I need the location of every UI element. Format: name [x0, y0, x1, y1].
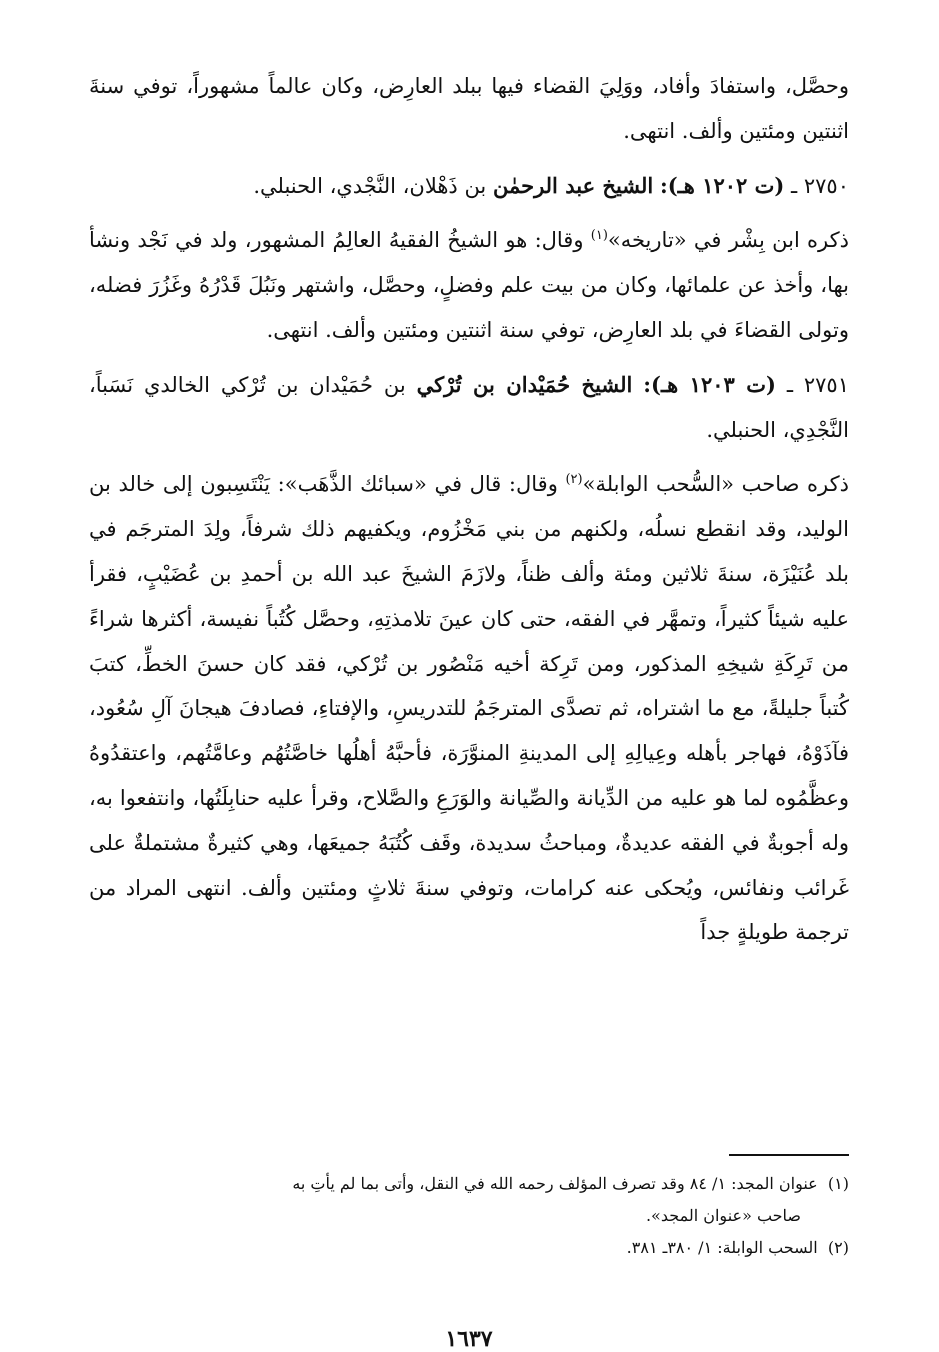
entry-number: ٢٧٥١ ـ [786, 372, 849, 397]
entry-date: (ت ١٢٠٣ هـ): [643, 371, 776, 397]
entry-number: ٢٧٥٠ ـ [791, 173, 849, 198]
footnote-2 [89, 1232, 849, 1264]
intro-text: وحصَّل، واستفادَ وأفاد، ووَلِيَ القضاء فيها ببلد العارِض، وكان عالماً مشهوراً، توفي سنةَ اثنتين ومئتين وألف. انتهى. [89, 74, 849, 143]
book-page [89, 64, 850, 1352]
entry-body-rest: وقال: هو الشيخُ الفقيهُ العالِمُ المشهور، ولد في نَجْد ونشأ بها، وأخذ عن علمائها، وكان من بيت علم وفضلٍ، وحصَّل، واشتهر ونَبُلَ قَدْرُهُ وغَزُرَ فضله، وتولى القضاءَ في بلد العارِض، توفي سنة اثنتين ومئتين وألف. انتهى. [89, 228, 849, 342]
entry-name: الشيخ عبد الرحمٰن [492, 172, 654, 198]
entry-name: الشيخ حُمَيْدان بن تُرْكي [416, 371, 633, 397]
intro-paragraph [89, 64, 849, 154]
footnote-marker: (١) [827, 1174, 849, 1193]
entry-heading-2751 [89, 363, 849, 453]
footnote-divider [729, 1154, 849, 1156]
entry-name-rest: بن حُمَيْدان بن تُرْكي الخالدي نَسَباً، النَّجْدِي، الحنبلي. [89, 372, 849, 442]
entry-body-2751 [89, 462, 849, 955]
footnote-text: عنوان المجد: ١/ ٨٤ وقد تصرف المؤلف رحمه الله في النقل، وأتى بما لم يأتِ به [292, 1174, 818, 1193]
footnote-text-continuation: صاحب «عنوان المجد». [645, 1206, 801, 1225]
footnote-ref-2[interactable]: (٢) [565, 472, 583, 488]
page-number: ١٦٣٧ [445, 1326, 493, 1352]
footnote-ref-1[interactable]: (١) [590, 228, 608, 244]
entry-body-start: ذكره ابن بِشْر في «تاريخه» [607, 228, 849, 253]
footnote-1-continuation [89, 1200, 849, 1232]
main-text [89, 64, 849, 955]
entry-name-rest: بن ذَهْلان، النَّجْدي، الحنبلي. [253, 173, 487, 198]
footnotes [89, 1168, 849, 1264]
footnote-marker: (٢) [827, 1238, 849, 1257]
entry-body-start: ذكره صاحب «السُّحب الوابلة» [582, 472, 849, 497]
footnote-text: السحب الوابلة: ١/ ٣٨٠ـ ٣٨١. [626, 1238, 818, 1257]
footnote-1 [89, 1168, 849, 1200]
entry-body-rest: وقال: قال في «سبائك الذَّهَب»: يَنْتَسِبون إلى خالد بن الوليد، وقد انقطع نسلُه، ولكنهم من بني مَخْزُوم، ويكفيهم ذلك شرفاً، ولِدَ المترجَم في بلد عُنَيْزَة، سنةَ ثلاثين ومئة وألف ظناً، ولازَمَ الشيخَ عبد الله بن أحمدِ بن عُضَيْبٍ، فقرأ عليه شيئاً كثيراً، وتمهَّر في الفقه، حتى كان عينَ تلامذتِهِ، وحصَّل كُتُباً نفيسة، أكثرها شراءً من تَرِكَةِ شيخِهِ المذكور، ومن تَرِكة أخيه مَنْصُور بن تُرْكي، فقد كان حسنَ الخطِّ، كتبَ كُتباً جليلةً، مع ما اشتراه، ثم تصدَّى المترجَمُ للتدريسِ، والإفتاءِ، فصادفَ هيجانَ آلِ سُعُود، فآذَوْهُ، فهاجر بأهله وعِيالِهِ إلى المدينةِ المنوَّرَة، فأحبَّهُ أهلُها خاصَّتُهُم وعامَّتُهم، واعتقدُوهُ وعظَّمُوه لما هو عليه من الدِّيانة والصِّيانة والوَرَعِ والصَّلاح، وقرأ عليه حنابِلَتُها، وانتفعوا به، وله أجوبةٌ في الفقه عديدةٌ، ومباحثُ سديدة، وقَف كُتُبَهُ جميعَها، وهي كثيرةٌ مشتملةٌ على غَرائب ونفائس، ويُحكى عنه كرامات، وتوفي سنةَ ثلاثٍ ومئتين وألف. انتهى المراد من ترجمة طويلةٍ جداً [89, 472, 850, 945]
entry-heading-2750 [89, 164, 849, 209]
entry-body-2750 [89, 218, 849, 352]
entry-date: (ت ١٢٠٢ هـ): [659, 172, 785, 198]
